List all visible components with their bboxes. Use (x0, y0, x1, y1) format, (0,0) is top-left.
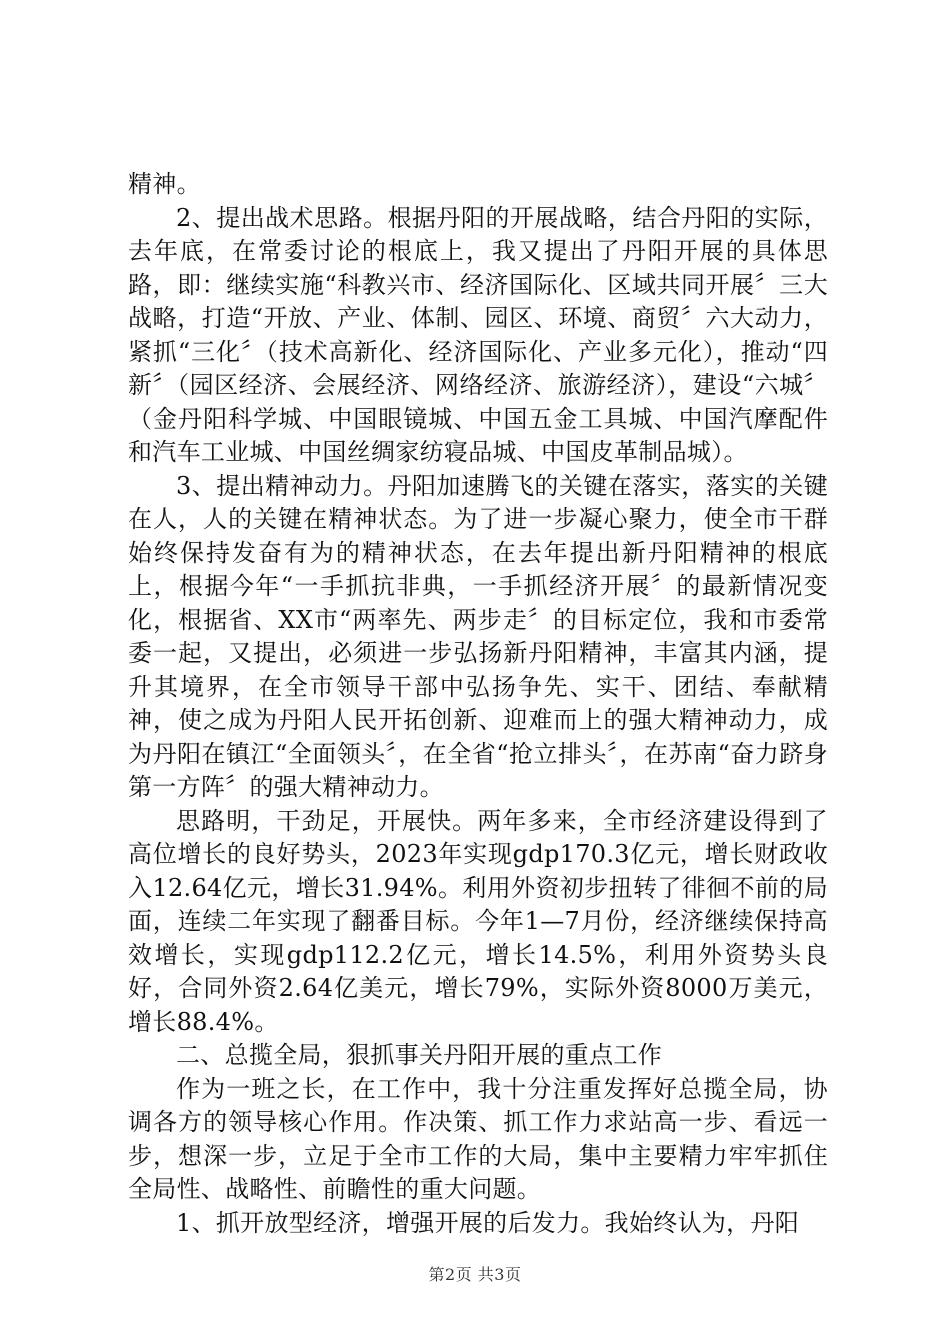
paragraph-tactical-ideas: 2、提出战术思路。根据丹阳的开展战略，结合丹阳的实际，去年底，在常委讨论的根底上，我又提出了丹阳开展的具体思路，即：继续实施“科教兴市、经济国际化、区域共同开展〞三大战略，打造“开放、产业、体制、园区、环境、商贸〞六大动力，紧抓“三化〞（技术高新化、经济国际化、产业多元化），推动“四新〞（园区经济、会展经济、网络经济、旅游经济），建设“六城〞（金丹阳科学城、中国眼镜城、中国五金工具城、中国汽摩配件和汽车工业城、中国丝绸家纺寝品城、中国皮革制品城）。 (128, 203, 828, 466)
document-body (128, 168, 828, 1240)
paragraph-continuation: 精神。 (128, 170, 201, 198)
paragraph-leadership: 作为一班之长，在工作中，我十分注重发挥好总揽全局，协调各方的领导核心作用。作决策、抓工作力求站高一步、看远一步，想深一步，立足于全市工作的大局，集中主要精力牢牢抓住全局性、战略性、前瞻性的重大问题。 (128, 1074, 828, 1203)
page-number: 第2页 共3页 (428, 1265, 522, 1284)
paragraph-spiritual-motivation: 3、提出精神动力。丹阳加速腾飞的关键在落实，落实的关键在人，人的关键在精神状态。为了进一步凝心聚力，使全市干群始终保持发奋有为的精神状态，在去年提出新丹阳精神的根底上，根据今年“一手抓抗非典，一手抓经济开展〞的最新情况变化，根据省、XX市“两率先、两步走〞的目标定位，我和市委常委一起，又提出，必须进一步弘扬新丹阳精神，丰富其内涵，提升其境界，在全市领导干部中弘扬争先、实干、团结、奉献精神，使之成为丹阳人民开拓创新、迎难而上的强大精神动力，成为丹阳在镇江“全面领头〞，在全省“抢立排头〞，在苏南“奋力跻身第一方阵〞的强大精神动力。 (128, 471, 828, 801)
paragraph-economic-results: 思路明，干劲足，开展快。两年多来，全市经济建设得到了高位增长的良好势头，2023年实现gdp170.3亿元，增长财政收入12.64亿元，增长31.94%。利用外资初步扭转了徘徊不前的局面，连续二年实现了翻番目标。今年1—7月份，经济继续保持高效增长，实现gdp112.2亿元，增长14.5%，利用外资势头良好，合同外资2.64亿美元，增长79%，实际外资8000万美元，增长88.4%。 (128, 806, 828, 1036)
paragraph-open-economy: 1、抓开放型经济，增强开展的后发力。我始终认为，丹阳 (176, 1208, 800, 1237)
section-heading: 二、总揽全局，狠抓事关丹阳开展的重点工作 (176, 1041, 662, 1069)
